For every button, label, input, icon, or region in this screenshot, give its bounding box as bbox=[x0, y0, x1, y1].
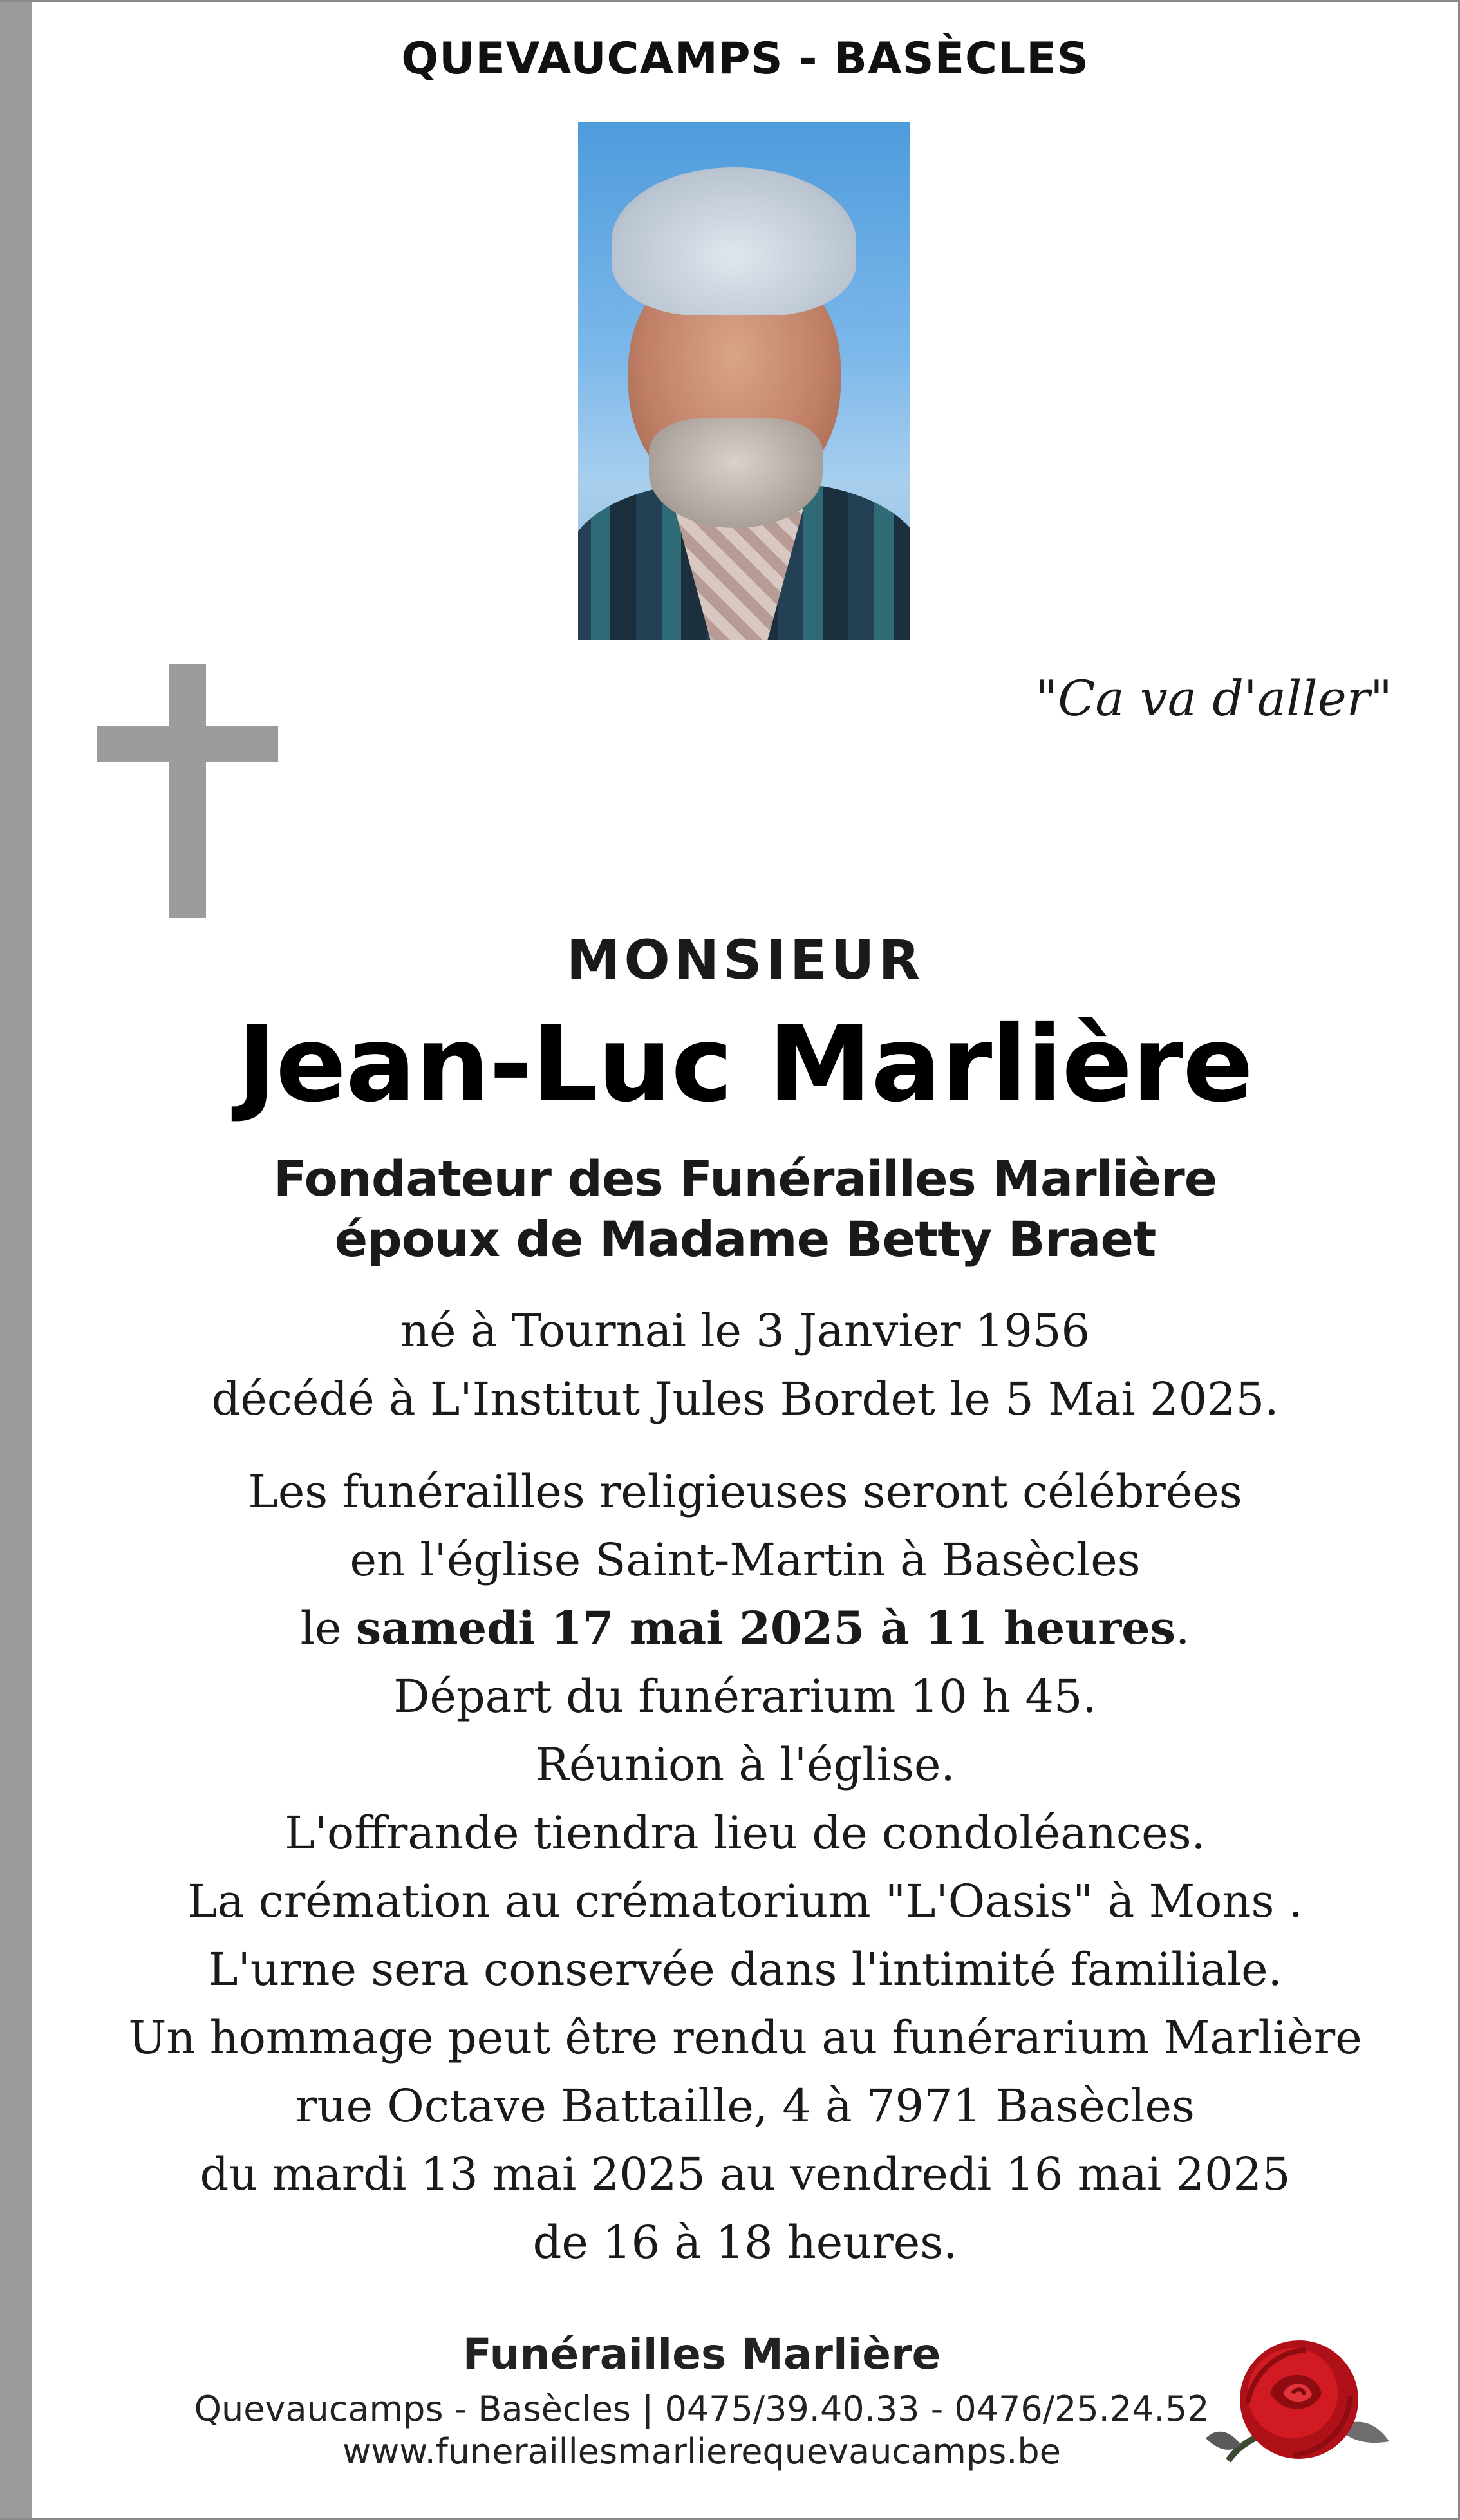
cross-icon bbox=[97, 664, 278, 918]
service-line-1: Les funérailles religieuses seront célébrées bbox=[248, 1465, 1242, 1518]
service-line-12: de 16 à 18 heures. bbox=[532, 2216, 958, 2269]
service-date-prefix: le bbox=[300, 1602, 356, 1655]
service-line-6: L'offrande tiendra lieu de condoléances. bbox=[285, 1807, 1206, 1859]
service-date-suffix: . bbox=[1175, 1602, 1190, 1655]
service-line-8: L'urne sera conservée dans l'intimité familiale. bbox=[208, 1943, 1282, 1996]
footer-block bbox=[97, 2324, 1307, 2492]
portrait-photo bbox=[578, 122, 910, 640]
subtitle-founder: Fondateur des Funérailles Marlière bbox=[273, 1150, 1217, 1207]
birth-line: né à Tournai le 3 Janvier 1956 bbox=[400, 1304, 1090, 1357]
service-line-2: en l'église Saint-Martin à Basècles bbox=[350, 1534, 1141, 1586]
service-date-bold: samedi 17 mai 2025 à 11 heures bbox=[355, 1601, 1176, 1655]
footer-contact: Quevaucamps - Basècles | 0475/39.40.33 - 0476/25.24.52 bbox=[194, 2389, 1210, 2429]
service-date-line bbox=[32, 1594, 1458, 1662]
service-line-10: rue Octave Battaille, 4 à 7971 Basècles bbox=[295, 2080, 1195, 2132]
quote-text: "Ca va d'aller" bbox=[1035, 670, 1392, 727]
service-line-9: Un hommage peut être rendu au funérarium Marlière bbox=[128, 2011, 1362, 2064]
locality-header: QUEVAUCAMPS - BASÈCLES bbox=[401, 33, 1089, 84]
service-block bbox=[32, 1458, 1458, 2277]
footer-brand: Funérailles Marlière bbox=[462, 2329, 941, 2379]
service-line-11: du mardi 13 mai 2025 au vendredi 16 mai 2025 bbox=[200, 2148, 1291, 2201]
honorific-title: MONSIEUR bbox=[566, 928, 924, 992]
death-line: décédé à L'Institut Jules Bordet le 5 Mai 2025. bbox=[211, 1373, 1279, 1425]
footer-website: www.funeraillesmarlierequevaucamps.be bbox=[342, 2431, 1061, 2472]
dates-block bbox=[32, 1297, 1458, 1433]
deceased-name: Jean-Luc Marlière bbox=[237, 1004, 1253, 1125]
service-line-5: Réunion à l'église. bbox=[535, 1738, 955, 1791]
service-line-4: Départ du funérarium 10 h 45. bbox=[393, 1670, 1097, 1723]
service-line-7: La crémation au crématorium "L'Oasis" à Mons . bbox=[187, 1875, 1303, 1928]
rose-icon bbox=[1203, 2332, 1396, 2480]
subtitle-spouse: époux de Madame Betty Braet bbox=[334, 1210, 1156, 1268]
